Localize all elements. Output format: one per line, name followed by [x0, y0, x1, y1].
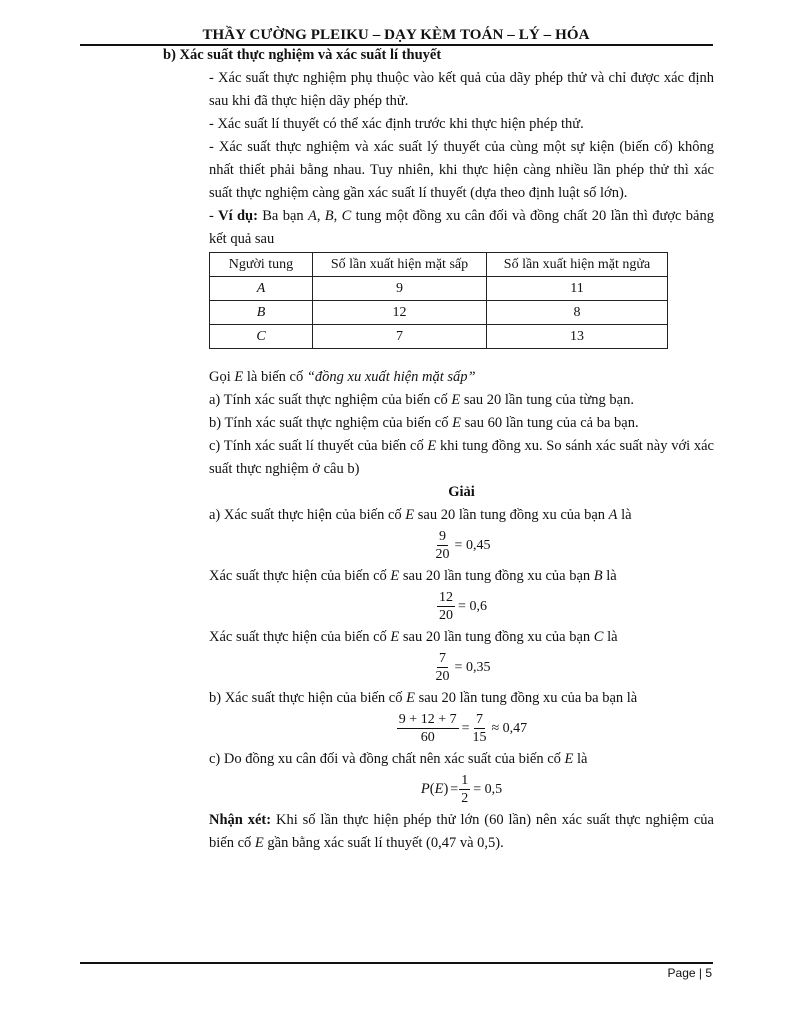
- formula-d: [209, 711, 714, 746]
- fraction: [434, 650, 452, 685]
- example-sep1: ,: [316, 208, 325, 224]
- fraction: [437, 589, 455, 624]
- question-b-text: b) Tính xác suất thực nghiệm của biến cố: [209, 415, 453, 431]
- person-c: C: [341, 208, 352, 224]
- remark: [209, 809, 714, 855]
- solution-a-middle: sau 20 lần tung đồng xu của bạn: [414, 507, 609, 523]
- denominator: 20: [435, 547, 450, 562]
- question-c-symbol: E: [427, 438, 437, 454]
- table-cell-person: C: [210, 325, 313, 349]
- table-row: [210, 301, 668, 325]
- event-middle: là biến cố: [243, 369, 307, 385]
- question-c: [209, 435, 714, 481]
- footer-divider: [80, 962, 713, 964]
- solution-b-symbol: E: [390, 568, 400, 584]
- numerator: 12: [439, 590, 454, 605]
- header-divider: [80, 44, 713, 46]
- solution-c-theory-tail: là: [573, 751, 588, 767]
- fraction: [471, 711, 489, 746]
- person-a: A: [307, 208, 317, 224]
- question-c-tail: khi tung đồng xu. So sánh xác suất này với xác suất thực nghiệm ở câu b): [209, 438, 714, 477]
- solution-c-theory-text: c) Do đồng xu cân đối và đồng chất nên xác suất của biến cố: [209, 751, 565, 767]
- page-number: Page | 5: [667, 966, 712, 980]
- formula-result: = 0,45: [454, 538, 491, 553]
- solution-a-tail: là: [617, 507, 632, 523]
- solution-b-intro: [209, 687, 714, 710]
- paragraph-comparison: - Xác suất thực nghiệm và xác suất lý thuyết của cùng một sự kiện (biến cố) không nhất thiết phải bằng nhau. Tuy nhiên, khi thực hiện càng nhiều lần phép thử thì xác suất thực nghiệm càng gần xác suất lí thuyết (dựa theo định luật số lớn).: [209, 139, 714, 201]
- denominator: 60: [420, 730, 435, 745]
- question-a-text: a) Tính xác suất thực nghiệm của biến cố: [209, 392, 452, 408]
- table-cell-heads: 7: [313, 325, 487, 349]
- solution-c-theory-symbol: E: [564, 751, 574, 767]
- formula-result: = 0,6: [458, 599, 487, 614]
- solution-c-person-intro: [209, 626, 714, 649]
- solution-b-text: Xác suất thực hiện của biến cố: [209, 568, 391, 584]
- example-text-after: tung một đồng xu cân đối và đồng chất 20 lần thì được bảng kết quả sau: [209, 208, 714, 247]
- event-symbol: E: [434, 781, 444, 797]
- question-a: [209, 389, 714, 412]
- denominator: 15: [472, 730, 487, 745]
- solution-c-tail: là: [603, 629, 618, 645]
- fraction: [459, 772, 470, 807]
- fraction: [434, 528, 452, 563]
- event-prefix: Gọi: [209, 369, 235, 385]
- solution-c-intro: [209, 748, 714, 771]
- table-cell-tails: 11: [487, 277, 668, 301]
- person-b: B: [324, 208, 334, 224]
- example-intro: [209, 205, 714, 251]
- fraction: [397, 711, 459, 746]
- question-b-symbol: E: [452, 415, 462, 431]
- formula-a: [209, 528, 714, 563]
- example-label: Ví dụ:: [218, 208, 258, 224]
- paragraph-experimental-probability: - Xác suất thực nghiệm phụ thuộc vào kết quả của dãy phép thử và chỉ được xác định sau khi đã thực hiện dãy phép thử.: [209, 70, 714, 109]
- solution-heading: Giải: [448, 484, 475, 500]
- example-prefix: -: [209, 208, 219, 224]
- formula-result: = 0,35: [454, 660, 491, 675]
- numerator: 9 + 12 + 7: [398, 712, 457, 727]
- equals-sign: =: [450, 782, 459, 797]
- table-cell-heads: 12: [313, 301, 487, 325]
- equals-sign: =: [461, 721, 470, 736]
- numerator: 7: [439, 651, 447, 666]
- formula-result: ≈ 0,47: [491, 721, 528, 736]
- denominator: 20: [435, 669, 450, 684]
- table-header-row: [210, 253, 668, 277]
- table-cell-person: B: [210, 301, 313, 325]
- remark-tail: gần bằng xác suất lí thuyết (0,47 và 0,5).: [263, 835, 504, 851]
- solution-b-all-tail: sau 20 lần tung đồng xu của ba bạn là: [414, 690, 638, 706]
- table-cell-person: A: [210, 277, 313, 301]
- solution-c-text: Xác suất thực hiện của biến cố: [209, 629, 391, 645]
- remark-text: Khi số lần thực hiện phép thử lớn (60 lần) nên xác suất thực nghiệm của biến cố: [209, 812, 714, 851]
- event-symbol: E: [234, 369, 244, 385]
- paren-close: ): [443, 781, 449, 797]
- example-text-before: Ba bạn: [257, 208, 308, 224]
- question-c-text: c) Tính xác suất lí thuyết của biến cố: [209, 438, 428, 454]
- paren-open: (: [429, 781, 435, 797]
- section-title: b) Xác suất thực nghiệm và xác suất lí thuyết: [163, 47, 442, 63]
- document-body: [209, 67, 714, 855]
- solution-b-tail: là: [602, 568, 617, 584]
- formula-e: [209, 772, 714, 807]
- table-cell-heads: 9: [313, 277, 487, 301]
- event-name: “đồng xu xuất hiện mặt sấp”: [306, 369, 476, 385]
- numerator: 9: [439, 529, 447, 544]
- table-cell-tails: 8: [487, 301, 668, 325]
- solution-b-person: B: [593, 568, 603, 584]
- question-a-tail: sau 20 lần tung của từng bạn.: [460, 392, 634, 408]
- numerator: 1: [461, 773, 469, 788]
- solution-c-person: C: [593, 629, 604, 645]
- solution-b-middle: sau 20 lần tung đồng xu của bạn: [399, 568, 594, 584]
- denominator: 2: [461, 791, 469, 806]
- solution-c-middle: sau 20 lần tung đồng xu của bạn: [399, 629, 594, 645]
- solution-a-intro: [209, 504, 714, 527]
- results-table: [209, 252, 668, 349]
- page-header: THẦY CƯỜNG PLEIKU – DẠY KÈM TOÁN – LÝ – HÓA: [202, 27, 590, 43]
- solution-b-all-symbol: E: [406, 690, 415, 706]
- event-definition: [209, 366, 714, 389]
- header-tails: Số lần xuất hiện mặt ngửa: [487, 253, 668, 277]
- remark-label: Nhận xét:: [209, 812, 272, 828]
- probability-symbol: P: [420, 781, 430, 797]
- header-heads: Số lần xuất hiện mặt sấp: [313, 253, 487, 277]
- solution-b-all-text: b) Xác suất thực hiện của biến cố: [209, 690, 407, 706]
- formula-result: = 0,5: [473, 782, 503, 797]
- solution-c-symbol: E: [390, 629, 400, 645]
- spacer: [209, 349, 714, 366]
- formula-c: [209, 650, 714, 685]
- question-a-symbol: E: [451, 392, 461, 408]
- question-b-tail: sau 60 lần tung của cả ba bạn.: [461, 415, 639, 431]
- example-sep2: ,: [333, 208, 342, 224]
- numerator: 7: [476, 712, 483, 727]
- table-cell-tails: 13: [487, 325, 668, 349]
- table-row: [210, 325, 668, 349]
- paragraph-theoretical-probability: - Xác suất lí thuyết có thể xác định trước khi thực hiện phép thử.: [209, 116, 584, 132]
- table-row: [210, 277, 668, 301]
- denominator: 20: [439, 608, 454, 623]
- solution-a-symbol: E: [405, 507, 415, 523]
- header-person: Người tung: [210, 253, 313, 277]
- solution-a-person: A: [608, 507, 618, 523]
- remark-symbol: E: [254, 835, 264, 851]
- question-b: [209, 412, 714, 435]
- solution-a-text: a) Xác suất thực hiện của biến cố: [209, 507, 406, 523]
- formula-b: [209, 589, 714, 624]
- solution-b-person-intro: [209, 565, 714, 588]
